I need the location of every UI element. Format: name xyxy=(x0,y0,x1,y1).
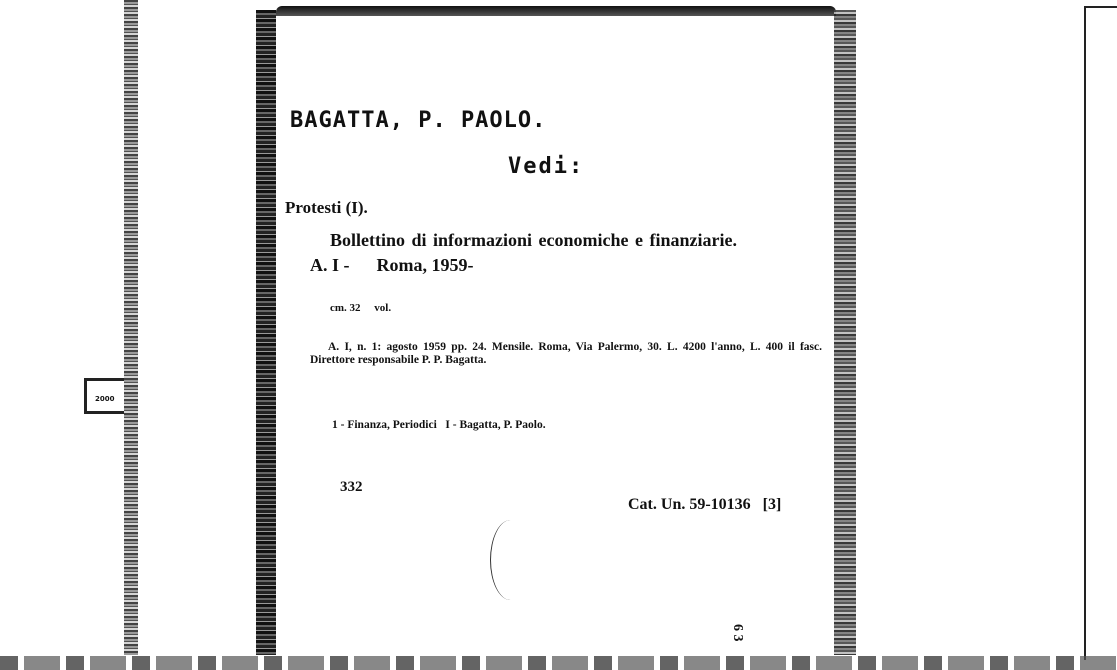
physical-description: cm. 32 vol. xyxy=(330,302,392,314)
rotated-mark: 6 3 xyxy=(730,624,745,642)
pencil-arc-mark xyxy=(490,520,531,600)
title-line: Bollettino di informazioni economiche e finanziarie. xyxy=(330,230,737,250)
see-label: Vedi: xyxy=(508,154,585,179)
scan-bottom-edge xyxy=(0,656,1117,670)
card-header: BAGATTA, P. PAOLO. xyxy=(290,108,547,133)
card-top-edge xyxy=(276,6,836,16)
edition-line: A. I - Roma, 1959- xyxy=(310,255,474,275)
subject-heading: Protesti (I). xyxy=(285,198,368,217)
side-tab-label: 2000 xyxy=(95,395,115,403)
scan-left-edge xyxy=(124,0,138,655)
tracings: 1 - Finanza, Periodici I - Bagatta, P. Paolo. xyxy=(332,419,546,431)
adjacent-card-frame xyxy=(1084,6,1117,660)
card-number: 332 xyxy=(340,479,363,495)
side-tab xyxy=(84,378,124,414)
card-right-border xyxy=(834,10,856,655)
card-left-border xyxy=(256,10,276,655)
bibliographic-note: A. I, n. 1: agosto 1959 pp. 24. Mensile. Roma, Via Palermo, 30. L. 4200 l'anno, L. 400 il fasc. Direttore responsabile P. P. Bagatta. xyxy=(310,341,822,366)
catalog-number: Cat. Un. 59-10136 [3] xyxy=(628,496,782,513)
